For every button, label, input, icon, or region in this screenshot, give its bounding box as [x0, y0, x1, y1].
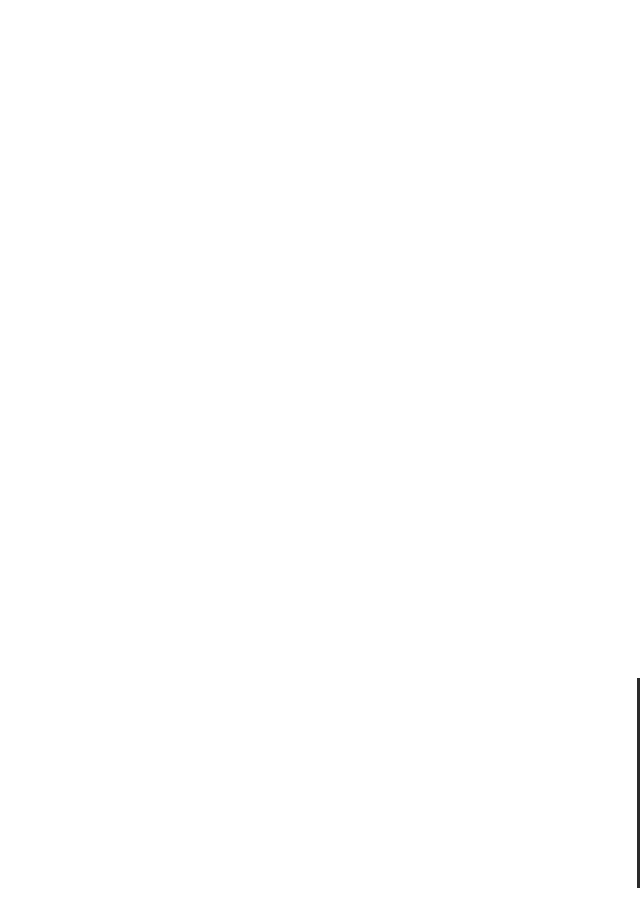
financing-text-line: [313, 380, 613, 398]
financing-text-line: [313, 398, 613, 416]
financing-volume-text: [313, 380, 613, 433]
financing-text-line: [313, 416, 613, 434]
